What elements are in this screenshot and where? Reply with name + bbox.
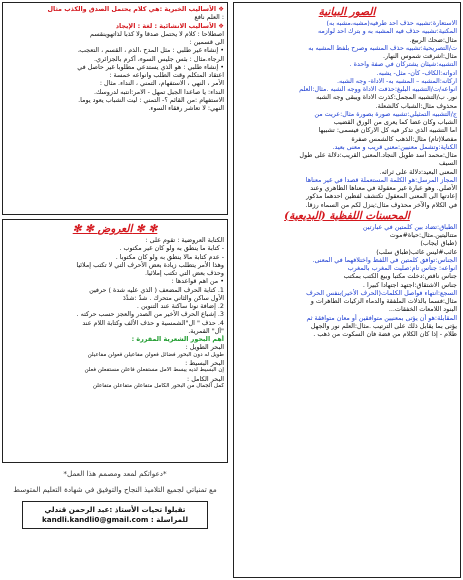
text-line: ادواته:الكاف- كأن- مثل- يشبه. — [376, 68, 457, 77]
text-line: اما التشبيه الذي تذكر فيه كل الاركان فيسمى: تشبيها — [318, 126, 457, 135]
text-line: انواعه: جناس تام:صليت المغرب بالمغرب — [347, 264, 457, 272]
text-line: الرجاء.مثال : بئس جليس السوء، أكرم بالجزائري. — [94, 54, 224, 63]
text-line: البحر البسيط : — [185, 358, 224, 367]
text-line: ت/التصريحية:تشبيه حذف المشبه وصرح بلفظ المشبه به — [308, 43, 457, 52]
text-line: : العلم نافع — [194, 13, 224, 22]
text-line: الاستفهام :من القائم ؟- التمني : ليت الشباب يعود يوما. — [78, 95, 224, 104]
text-line: ❖ الأساليب الخبرية :هي كلام يحتمل الصدق والكذب مثال — [47, 5, 224, 13]
closing-notes — [2, 469, 228, 578]
text-line: • إنشاء طلبي : هو الذي يستدعي مطلوبا غير حاصل في — [77, 62, 224, 71]
wishes-note: مع تمنياتي لجميع التلاميذ النجاح والتوفيق في شهادة التعليم المتوسط — [13, 485, 217, 494]
text-line: الأصلي. وهو عبارة غير معقولة في معناها الظاهري وعند — [310, 184, 457, 192]
styles-content — [6, 5, 224, 112]
prosody-content — [6, 236, 224, 390]
author-line: تقبلوا تحيات الأستاذ :عبد الرحمن قندلي — [44, 505, 186, 514]
text-line: الأول ساكن والثاني متحرك . شدّ :شدْدَ — [122, 293, 224, 302]
text-line: جناس الاشتقاق:اجتهد اجتهادا كبيرا . — [362, 280, 457, 289]
text-line: المقابلة:هو أن يؤتى بمعنيين متوافقين أو معان متوافقة ثم — [306, 313, 457, 322]
text-line: 4. حذف " ال"الشمسية و حذف الألف وكتابة اللام عند — [82, 318, 224, 327]
text-line: إعادتها الى المعنى المعقول تكتشف لفظين احدهما مذكور — [306, 192, 457, 201]
prayer-note: *دعواتكم لمعد ومصمم هذا العمل* — [63, 469, 167, 478]
text-line: طويل له دون البحور فضائل فعولن مفاعيلن فعولن مفاعيلن — [87, 351, 224, 358]
text-line: مفصلا(تام) مثال:الذهب كالشمس صفرة — [351, 134, 457, 143]
text-line: أهم البحور الشعرية المقررة : — [131, 335, 224, 343]
text-line: مثال:ضحك الربيع. — [409, 35, 457, 44]
prosody-box — [2, 219, 228, 463]
text-line: وحذف بعض التي تكتب إملائيا. — [144, 269, 224, 277]
prosody-title-text: العروض — [97, 223, 133, 235]
author-signature — [22, 501, 208, 529]
text-line: الى قسمين : — [189, 38, 224, 46]
text-line: ج/التشبيه التمثيلي:تشبيه صورة بصورة مثال:عريت من — [314, 109, 457, 118]
text-line: جناس ناقص:دخلت مكتبا وبيع الكتب بمكتب — [343, 272, 457, 281]
text-line: • من اهم قواعدها : — [171, 277, 224, 286]
text-line: السجع:انتهاء فواصل الكلمات(الحرف الأخير)بنفس الحرف — [306, 288, 457, 297]
contact-email: kandli.kandli0@gmail.com : للمراسلة — [41, 515, 189, 524]
text-line: المحسنات اللفظية (البديعية) — [284, 209, 410, 222]
text-line: التشبيه:شيئان يشتركان في صفة واحدة . — [349, 60, 457, 69]
text-line: اعتقاد المتكلم وقت الطلب وانواعه خمسة : — [109, 71, 224, 79]
text-line: - كتابة ما ينطق به ولو كان غير مكتوب . — [119, 244, 224, 253]
text-line: وهذا الأمر يتطلب زيادة بعض الأحرف التي لا تكتب إملائيا — [76, 260, 224, 269]
text-line: المجاز المرسل:هو الكلمة المستعملة قصدا في غير معناها — [305, 175, 457, 184]
text-line: الجناس:توافق كلمتين في اللفظ واختلافهما في المعنى. — [312, 255, 457, 264]
text-line: (طباق ايجاب) — [420, 239, 457, 248]
text-line: مثال:فسما بالذلات الملفقة والدماء الزكيات الطاهرات و — [310, 297, 457, 305]
section-title-prosody: ✻ ✻ العروض ✻ ✻ — [72, 223, 158, 235]
text-line: محذوف مثال:الشباب كالشعلة. — [375, 101, 457, 110]
text-line: كمل الجمال من البحور الكامل متفاعلن متفاعلن متفاعلن — [92, 382, 224, 389]
text-line: المكنية:تشبيه حذف فيه المشبه به و بترك احد لوازمه — [317, 27, 457, 36]
text-line: ظلام - إذا كان الكلام من فضة فان السكوت من ذهب . — [313, 330, 457, 338]
text-line: البحر الطويل : — [185, 343, 224, 352]
text-line: اركانه:المشبه – المشبه به- الاداة- وجه الشبه. — [336, 76, 457, 85]
left-column — [2, 2, 228, 578]
text-line: النداء: يا صاعدا الجبل تمهل - الامر:انتبه لدروسك. — [94, 87, 224, 96]
text-line: الأمر ، النهي ، الاستفهام، التمني ، النداء. مثال : — [99, 79, 224, 88]
text-line: في الكلام والآخر محذوف مثال:ينزل لكم من السماء رزقا. — [305, 200, 457, 209]
text-line: مثال:اشرقت شموس النهار. — [383, 52, 457, 60]
styles-box — [2, 2, 228, 215]
text-line: ❖ الأساليب الانشائية : لغة : الإيجاد — [115, 21, 224, 30]
text-line: 1. كتابة الحرف المضعف ( الذي عليه شدة ) حرفين — [89, 285, 224, 294]
text-line: السيف — [439, 159, 457, 168]
text-line: انواعه/ت/التشبيه البليغ:حذفت الاداة ووجه الشبه .مثال:العلم — [299, 85, 457, 93]
text-line: نور. ب/التشبيه المجمل:كذرت الاداة ويبقى وجه الشبه — [316, 93, 457, 102]
text-line: • إنشاء غير طلبي : مثل المدح ،الذم ، القسم ، التعجب، — [77, 46, 224, 55]
figures-content — [237, 19, 457, 338]
text-line: اصطلاحا : كلام لا يحتمل صدقا ولا كذبا لذاتهوينقسم — [89, 29, 224, 38]
text-line: البنود اللامعات الخفقات... — [388, 305, 457, 314]
text-line: غائب#ليس غائب(طباق سلب) — [376, 247, 457, 256]
section-title-figures: الصور البيانية — [318, 6, 376, 18]
text-line: الكناية:وتشمل معنيين:معنى قريب و معنى بعيد. — [332, 142, 457, 151]
text-line: الطباق:تضاد بين كلمتين في عبارتين — [362, 222, 457, 231]
text-line: - عدم كتابة مالا ينطق به ولو كان مكتوبا . — [115, 252, 224, 261]
rhetoric-column — [233, 2, 461, 578]
text-line: إن البسيط لديه يبسط الأمل مستفعلن فاعلن مستفعلن فعلن — [84, 367, 224, 374]
text-line: الاستعارة:تشبيه حذف احد طرفيه(مشبه،مشبه به) — [326, 19, 457, 27]
text-line: المعنى البعيد:دلالة على ثرائه. — [379, 167, 457, 176]
text-line: "أل" القمرية. — [188, 326, 224, 335]
text-line: البحر الكامل : — [187, 374, 224, 383]
text-line: الكتابة العروضية : تقوم على : — [145, 236, 224, 244]
text-line: متتاليتين.مثال:حياة#موت — [389, 231, 457, 239]
text-line: 2. إضافة نونا ساكنة عند التنوين . — [136, 302, 224, 310]
text-line: مثال:محمد أسد طويل النجاد.المعنى القريب:دلالة على طول — [299, 151, 457, 159]
text-line: يؤتى بما يقابل ذلك على الترتيب .مثال:العلم نور والجهل — [310, 321, 457, 330]
text-line: الشباب وكان غضا كما يعرى من الورق القضيب — [333, 118, 457, 126]
text-line: 3. إشباع الحرف الأخير من الصدر والعجز حسب حركته . — [76, 310, 224, 319]
text-line: النهي: لا تعاشر رفقاء السوء. — [148, 104, 224, 112]
